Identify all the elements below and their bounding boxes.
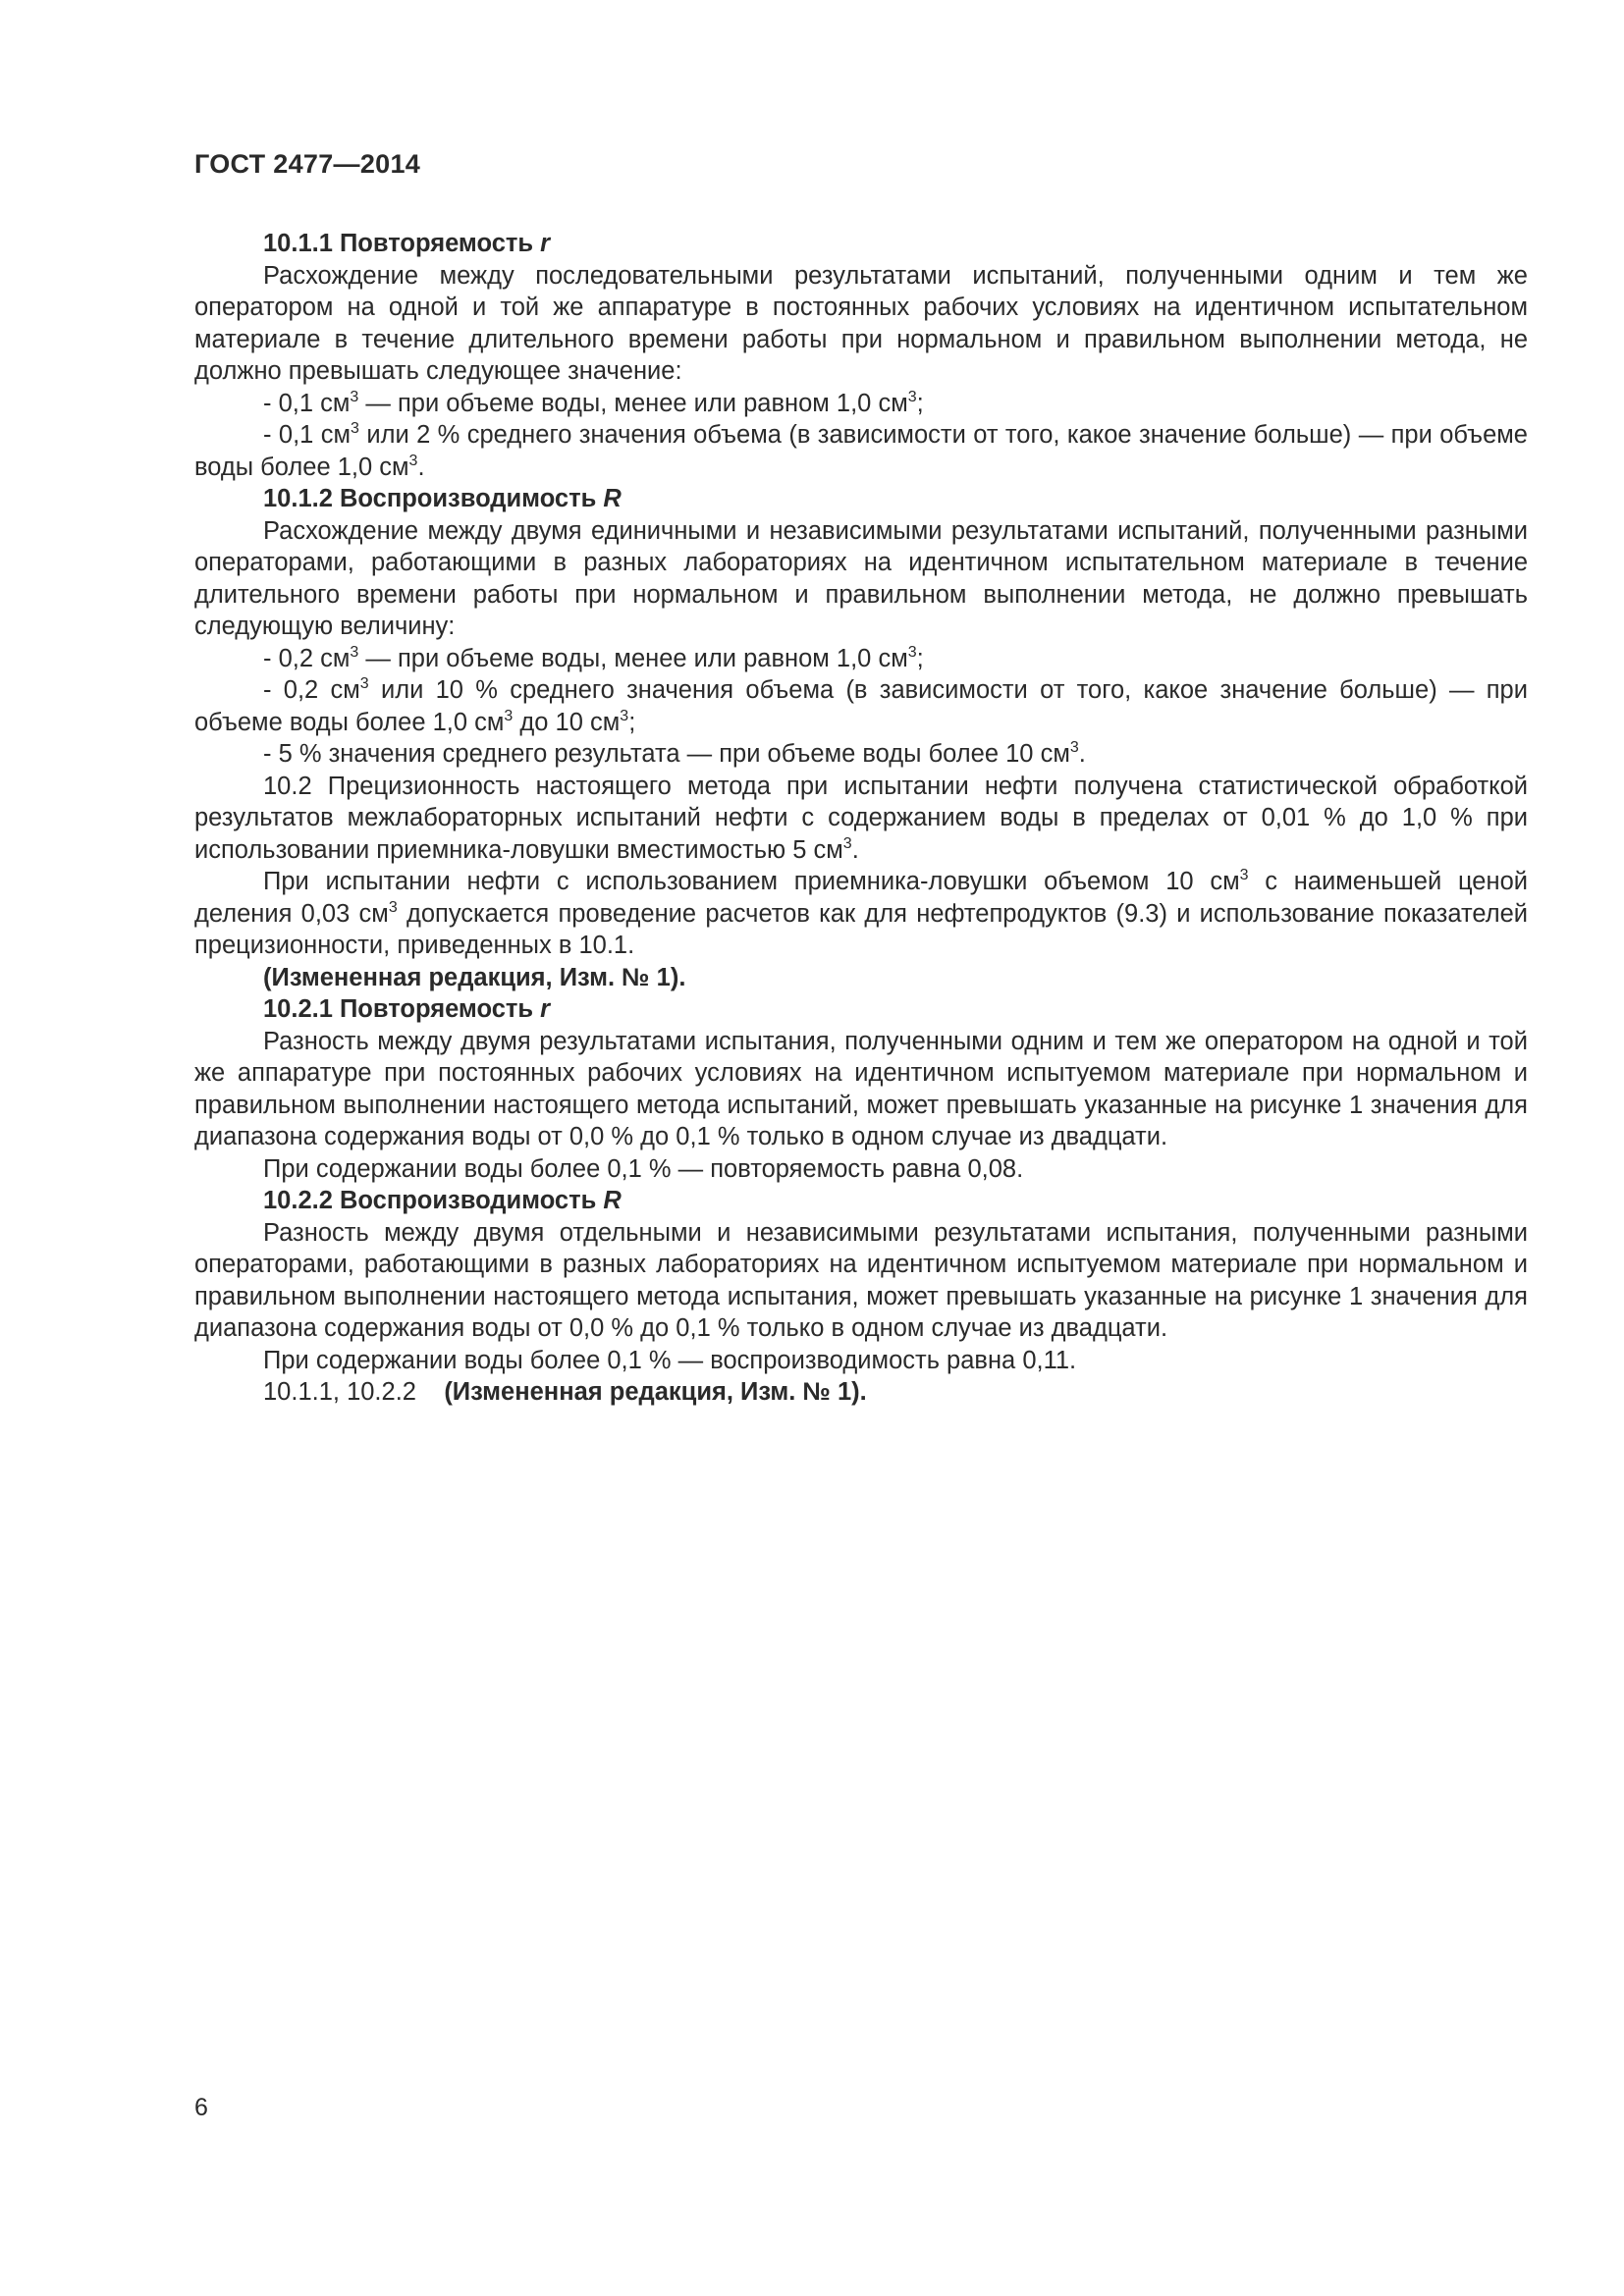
list-item: - 0,1 $см^3$ — при объеме воды, менее или равном 1,0 $см^3$;: [263, 388, 924, 417]
paragraph-10-2-2-text: Разность между двумя отдельными и независимыми результатами испытания, полученными разными операторами, работающими в разных лабораториях на идентичном испытуемом материале при нормальном и правильном выполнении настоящего метода испытания, может превышать указанные на рисунке 1 значения для диапазона содержания воды от 0,0 % до 0,1 % только в одном случае из двадцати.: [194, 1218, 1528, 1342]
list-item: - 0,1 $см^3$ или 2 % среднего значения объема (в зависимости от того, какое значение больше) — при объеме воды более 1,0 $см^3$.: [194, 420, 1528, 481]
document-body: [194, 228, 1528, 1409]
paragraph-10-2-trap: При испытании нефти с использованием приемника-ловушки объемом 10 $см^3$ с наименьшей ценой деления 0,03 $см^3$ допускается проведение расчетов как для нефтепродуктов (9.3) и использование показателей прецизионности, приведенных в 10.1.: [194, 867, 1528, 959]
section-heading-10-1-2: 10.1.2 Воспроизводимость R: [263, 485, 622, 512]
section-heading-10-2-2: 10.2.2 Воспроизводимость R: [263, 1187, 622, 1214]
final-change-note: 10.1.1, 10.2.2 (Измененная редакция, Изм. № 1).: [263, 1378, 867, 1406]
document-header: ГОСТ 2477—2014: [194, 149, 421, 179]
list-item: - 0,2 $см^3$ — при объеме воды, менее или равном 1,0 $см^3$;: [263, 643, 924, 672]
section-heading-10-1-1: 10.1.1 Повторяемость r: [263, 230, 551, 257]
paragraph-10-1-2-text: Расхождение между двумя единичными и независимыми результатами испытаний, полученными разными операторами, работающими в разных лабораториях на идентичном испытательном материале в течение длительного времени работы при нормальном и правильном выполнении метода, не должно превышать следующую величину:: [194, 516, 1528, 640]
section-heading-10-2-1: 10.2.1 Повторяемость r: [263, 995, 551, 1023]
paragraph-10-2-1-text: Разность между двумя результатами испытания, полученными одним и тем же оператором на одной и той же аппаратуре при постоянных рабочих условиях на идентичном испытуемом материале при нормальном и правильном выполнении настоящего метода испытаний, может превышать указанные на рисунке 1 значения для диапазона содержания воды от 0,0 % до 0,1 % только в одном случае из двадцати.: [194, 1027, 1528, 1150]
list-item: - 5 % значения среднего результата — при объеме воды более 10 $см^3$.: [263, 739, 1086, 768]
paragraph-10-2-2-note: При содержании воды более 0,1 % — воспроизводимость равна 0,11.: [263, 1346, 1077, 1374]
paragraph-10-2: 10.2 Прецизионность настоящего метода при испытании нефти получена статистической обработкой результатов межлабораторных испытаний нефти с содержанием воды в пределах от 0,01 % до 1,0 % при использовании приемника-ловушки вместимостью 5 $см^3$.: [194, 772, 1528, 864]
paragraph-10-1-1-text: Расхождение между последовательными результатами испытаний, полученными одним и тем же оператором на одной и той же аппаратуре в постоянных рабочих условиях на идентичном испытательном материале в течение длительного времени работы при нормальном и правильном выполнении метода, не должно превышать следующее значение:: [194, 261, 1528, 385]
paragraph-10-2-1-note: При содержании воды более 0,1 % — повторяемость равна 0,08.: [263, 1154, 1024, 1183]
change-note: (Измененная редакция, Изм. № 1).: [263, 963, 686, 991]
page-number: 6: [194, 2094, 208, 2121]
list-item: - 0,2 $см^3$ или 10 % среднего значения объема (в зависимости от того, какое значение больше) — при объеме воды более 1,0 $см^3$ до 10 $см^3$;: [194, 675, 1528, 736]
